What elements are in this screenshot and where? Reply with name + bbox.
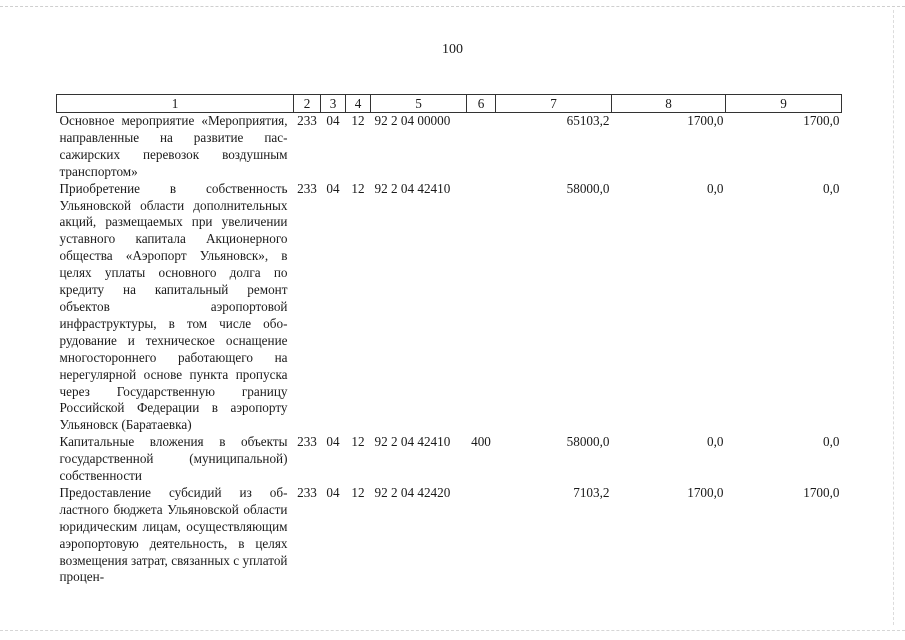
row-section-code: 04 bbox=[326, 113, 340, 128]
header-col-3: 3 bbox=[321, 95, 346, 113]
table-header bbox=[57, 95, 842, 113]
scan-edge-right bbox=[893, 10, 895, 625]
row-target-article: 92 2 04 42410 bbox=[374, 180, 451, 196]
row-amount-year-2: 0,0 bbox=[707, 180, 724, 196]
row-expense-type bbox=[467, 113, 496, 181]
row-section-code: 04 bbox=[326, 484, 340, 500]
row-amount-year-3: 0,0 bbox=[823, 434, 840, 450]
header-col-2: 2 bbox=[294, 95, 321, 113]
header-col-1: 1 bbox=[57, 95, 294, 113]
table-row bbox=[57, 181, 842, 435]
header-col-5: 5 bbox=[371, 95, 467, 113]
row-expense-type bbox=[467, 181, 496, 435]
row-expense-type bbox=[467, 485, 496, 586]
row-target-article: 92 2 04 42410 bbox=[374, 434, 451, 450]
table-row bbox=[57, 113, 842, 181]
row-name: Предоставление субсидий из областного бюджета Ульяновской области юридическим лицам, осуществляющим аэропортовую деятельность, в целях возмещения затрат, связанных с уплатой процен- bbox=[59, 484, 288, 585]
row-subsection-code: 12 bbox=[351, 180, 365, 196]
table-row bbox=[57, 485, 842, 586]
row-name: Капитальные вложения в объекты государственной (муниципальной) собственности bbox=[59, 434, 288, 484]
row-amount-year-3: 1700,0 bbox=[803, 113, 840, 128]
row-amount-year-1: 58000,0 bbox=[566, 434, 610, 450]
row-amount-year-1: 58000,0 bbox=[566, 180, 610, 196]
row-amount-year-1: 7103,2 bbox=[573, 484, 610, 500]
row-section-code: 04 bbox=[326, 180, 340, 196]
budget-table bbox=[56, 94, 842, 586]
row-name: Приобретение в собственность Ульяновской области дополнительных акций, размещаемых при увеличении уставного капитала Акционерного общества «Аэропорт Ульяновск», в целях уплаты основного долга по кредиту на капитальный ремонт объектов аэропортовой инфраструктуры, в том числе оборудование и техническое оснащение многостороннего работающего на нерегулярной основе пункта пропуска через Государственную границу Российской Федерации в аэропорту Ульяновск (Баратаевка) bbox=[59, 180, 288, 433]
row-ministry-code: 233 bbox=[297, 484, 317, 500]
row-subsection-code: 12 bbox=[351, 113, 365, 128]
table-body bbox=[57, 113, 842, 587]
row-amount-year-3: 1700,0 bbox=[803, 484, 840, 500]
row-amount-year-2: 1700,0 bbox=[687, 484, 724, 500]
row-target-article: 92 2 04 00000 bbox=[374, 113, 451, 128]
header-col-7: 7 bbox=[496, 95, 612, 113]
row-amount-year-2: 1700,0 bbox=[687, 113, 724, 128]
scan-edge-bottom bbox=[0, 630, 905, 632]
row-ministry-code: 233 bbox=[297, 180, 317, 196]
scan-edge-top bbox=[0, 6, 905, 8]
table-row bbox=[57, 434, 842, 485]
header-col-8: 8 bbox=[612, 95, 726, 113]
row-name: Основное мероприятие «Мероприятия, направленные на развитие пассажирских перевозок воздушным транспортом» bbox=[59, 113, 288, 179]
header-col-4: 4 bbox=[346, 95, 371, 113]
row-subsection-code: 12 bbox=[351, 434, 365, 450]
row-section-code: 04 bbox=[326, 434, 340, 450]
row-amount-year-1: 65103,2 bbox=[566, 113, 610, 128]
header-col-6: 6 bbox=[467, 95, 496, 113]
row-expense-type: 400 bbox=[471, 434, 491, 450]
row-amount-year-3: 0,0 bbox=[823, 180, 840, 196]
page-number: 100 bbox=[442, 42, 463, 57]
row-ministry-code: 233 bbox=[297, 434, 317, 450]
header-row bbox=[57, 95, 842, 113]
row-subsection-code: 12 bbox=[351, 484, 365, 500]
header-col-9: 9 bbox=[726, 95, 842, 113]
row-ministry-code: 233 bbox=[297, 113, 317, 128]
row-amount-year-2: 0,0 bbox=[707, 434, 724, 450]
row-target-article: 92 2 04 42420 bbox=[374, 484, 451, 500]
